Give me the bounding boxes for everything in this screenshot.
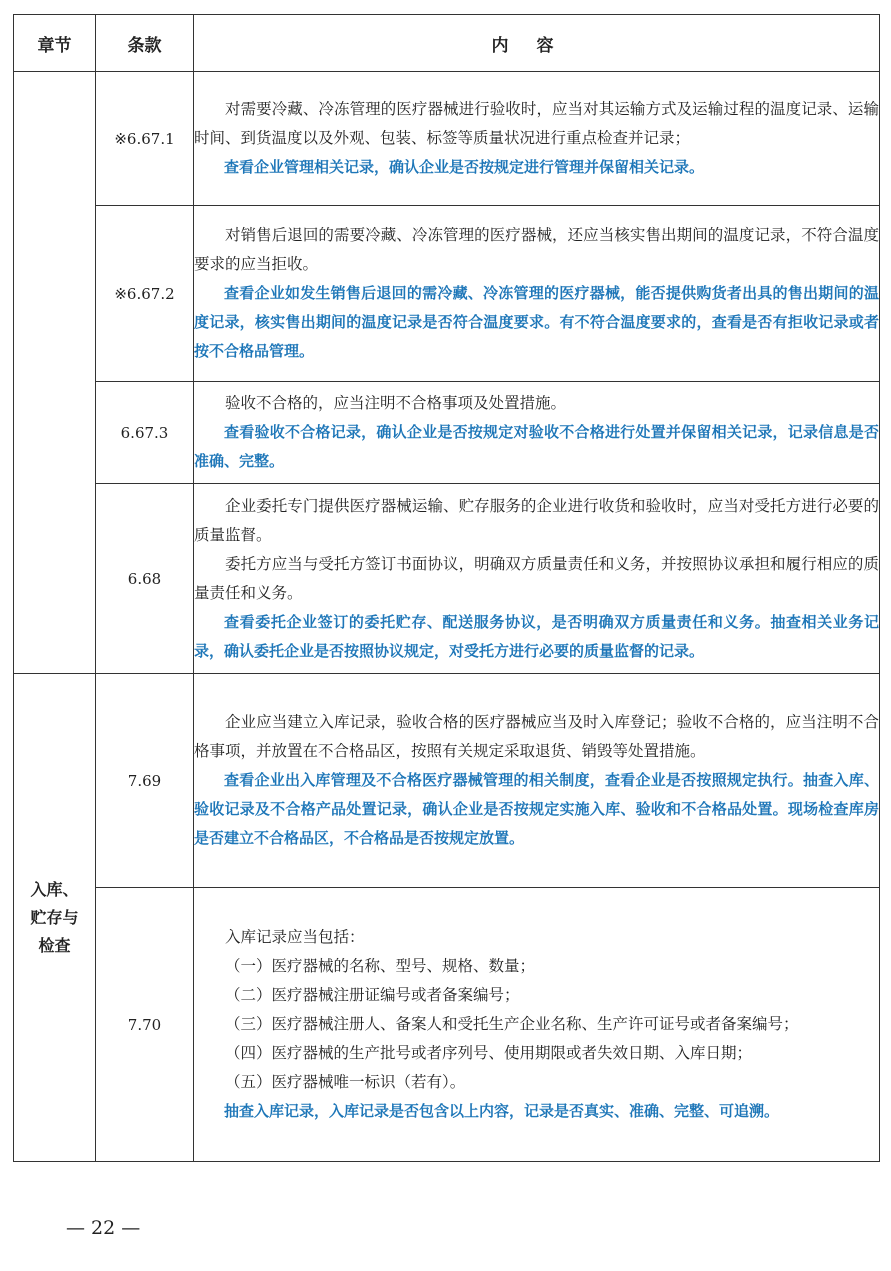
check-method-text: 查看验收不合格记录，确认企业是否按规定对验收不合格进行处置并保留相关记录，记录信息是否准确、完整。: [194, 423, 879, 470]
table-row: [14, 674, 880, 888]
header-row: [14, 15, 880, 72]
clause-cell: 6.68: [96, 484, 194, 674]
chapter-cell: [14, 674, 96, 1162]
check-method-text: 查看企业如发生销售后退回的需冷藏、冷冻管理的医疗器械，能否提供购货者出具的售出期间的温度记录，核实售出期间的温度记录是否符合温度要求。有不符合温度要求的，查看是否有拒收记录或者按不合格品管理。: [194, 284, 879, 360]
list-item: （五）医疗器械唯一标识（若有）。: [225, 1073, 466, 1091]
requirement-text: 对需要冷藏、冷冻管理的医疗器械进行验收时，应当对其运输方式及运输过程的温度记录、运输时间、到货温度以及外观、包装、标签等质量状况进行重点检查并记录；: [194, 100, 879, 147]
requirement-text: 委托方应当与受托方签订书面协议，明确双方质量责任和义务，并按照协议承担和履行相应的质量责任和义务。: [194, 554, 879, 602]
requirement-text: 企业委托专门提供医疗器械运输、贮存服务的企业进行收货和验收时，应当对受托方进行必要的质量监督。: [194, 496, 879, 544]
requirement-text: 企业应当建立入库记录，验收合格的医疗器械应当及时入库登记；验收不合格的，应当注明不合格事项，并放置在不合格品区，按照有关规定采取退货、销毁等处置措施。: [194, 713, 879, 760]
clause-cell: 7.69: [96, 674, 194, 888]
content-cell: [194, 674, 880, 888]
content-cell: [194, 72, 880, 206]
clause-cell: 7.70: [96, 888, 194, 1162]
list-item: （二）医疗器械注册证编号或者备案编号；: [225, 986, 520, 1004]
header-clause: 条款: [96, 15, 194, 72]
header-content: 内容: [194, 15, 880, 72]
table-row: [14, 484, 880, 674]
table-row: [14, 206, 880, 382]
content-cell: [194, 382, 880, 484]
check-method-text: 查看企业管理相关记录，确认企业是否按规定进行管理并保留相关记录。: [224, 158, 705, 176]
chapter-line: 检查: [38, 935, 71, 955]
chapter-line: 入库、: [30, 879, 79, 899]
clause-cell: ※6.67.2: [96, 206, 194, 382]
table-row: [14, 382, 880, 484]
list-item: （三）医疗器械注册人、备案人和受托生产企业名称、生产许可证号或者备案编号；: [225, 1015, 799, 1033]
content-cell: [194, 206, 880, 382]
table-row: [14, 888, 880, 1162]
requirement-text: 入库记录应当包括：: [225, 928, 365, 946]
clause-cell: ※6.67.1: [96, 72, 194, 206]
requirement-text: 对销售后退回的需要冷藏、冷冻管理的医疗器械，还应当核实售出期间的温度记录，不符合温度要求的应当拒收。: [194, 226, 879, 273]
content-cell: [194, 484, 880, 674]
check-method-text: 查看委托企业签订的委托贮存、配送服务协议，是否明确双方质量责任和义务。抽查相关业务记录，确认委托企业是否按照协议规定，对受托方进行必要的质量监督的记录。: [194, 612, 879, 660]
list-item: （四）医疗器械的生产批号或者序列号、使用期限或者失效日期、入库日期；: [225, 1044, 753, 1062]
table-row: [14, 72, 880, 206]
inspection-table: [13, 14, 880, 1162]
content-cell: [194, 888, 880, 1162]
header-chapter: 章节: [14, 15, 96, 72]
list-item: （一）医疗器械的名称、型号、规格、数量；: [225, 957, 536, 975]
clause-cell: 6.67.3: [96, 382, 194, 484]
page-number: — 22 —: [66, 1217, 141, 1239]
chapter-cell-empty: [14, 72, 96, 674]
check-method-text: 抽查入库记录，入库记录是否包含以上内容，记录是否真实、准确、完整、可追溯。: [224, 1102, 780, 1120]
chapter-line: 贮存与: [30, 907, 79, 927]
check-method-text: 查看企业出入库管理及不合格医疗器械管理的相关制度，查看企业是否按照规定执行。抽查入库、验收记录及不合格产品处置记录，确认企业是否按规定实施入库、验收和不合格品处置。现场检查库房是否建立不合格品区，不合格品是否按规定放置。: [194, 771, 879, 847]
requirement-text: 验收不合格的，应当注明不合格事项及处置措施。: [225, 394, 567, 412]
